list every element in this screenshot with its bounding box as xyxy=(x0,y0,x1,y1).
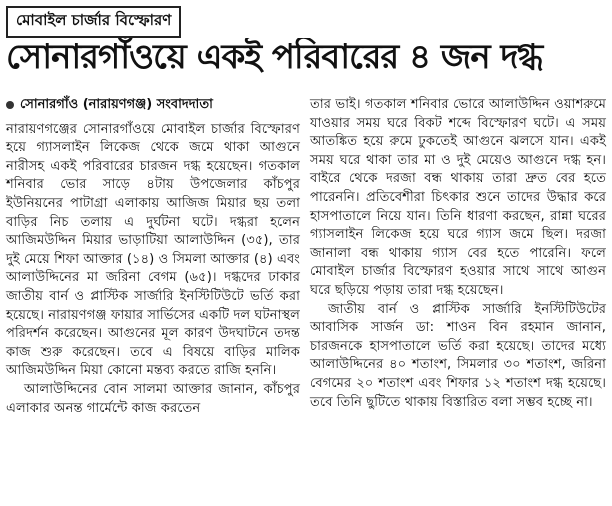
body-paragraph: নারায়ণগঞ্জের সোনারগাঁওয়ে মোবাইল চার্জার বিস্ফোরণ হয়ে গ্যাসলাইন লিকেজ থেকে জমে থাকা আগুনে নারীসহ একই পরিবারের চারজন দগ্ধ হয়েছেন। গতকাল শনিবার ভোর সাড়ে ৪টায় উপজেলার কাঁচপুর ইউনিয়নের পাটাগ্রা এলাকায় আজিজ মিয়ার ছয় তলা বাড়ির নিচ তলায় এ দুর্ঘটনা ঘটে। দগ্ধরা হলেন আজিমউদ্দিন মিয়ার ভাড়াটিয়া আলাউদ্দিন (৩৫), তার দুই মেয়ে শিফা আক্তার (১৪) ও সিমলা আক্তার (৪) এবং আলাউদ্দিনের মা জরিনা বেগম (৬৫)। দগ্ধদের ঢাকার জাতীয় বার্ন ও প্লাস্টিক সার্জারি ইনস্টিটিউটে ভর্তি করা হয়েছে। নারায়ণগঞ্জ ফায়ার সার্ভিসের একটি দল ঘটনাস্থল পরিদর্শন করেছেন। আগুনের মূল কারণ উদঘাটনে তদন্ত কাজ শুরু করেছেন। তবে এ বিষয়ে বাড়ির মালিক আজিমউদ্দিন মিয়া কোনো মন্তব্য করতে রাজি হননি। xyxy=(6,121,300,379)
body-paragraph: আলাউদ্দিনের বোন সালমা আক্তার জানান, কাঁচপুর এলাকার অনন্ত গার্মেন্টে কাজ করতেন xyxy=(6,381,300,416)
article-column-left xyxy=(6,96,300,418)
kicker-label: মোবাইল চার্জার বিস্ফোরণ xyxy=(6,6,181,38)
headline: সোনারগাঁওয়ে একই পরিবারের ৪ জন দগ্ধ xyxy=(6,38,543,76)
article-column-right xyxy=(310,96,606,412)
body-paragraph: তার ভাই। গতকাল শনিবার ভোরে আলাউদ্দিন ওয়াশরুমে যাওয়ার সময় ঘরে বিকট শব্দে বিস্ফোরণ ঘটে। এ সময় আতঙ্কিত হয়ে রুমে ঢুকতেই আগুনে ঝলসে যান। একই সময় ঘরে থাকা তার মা ও দুই মেয়েও আগুনে দগ্ধ হন। বাইরে থেকে দরজা বন্ধ থাকায় তারা দ্রুত বের হতে পারেননি। প্রতিবেশীরা চিৎকার শুনে তাদের উদ্ধার করে হাসপাতালে নিয়ে যান। তিনি ধারণা করছেন, রান্না ঘরের গ্যাসলাইন লিকেজ হয়ে ঘরে গ্যাস জমে ছিল। দরজা জানালা বন্ধ থাকায় গ্যাস বের হতে পারেনি। ফলে মোবাইল চার্জার বিস্ফোরণ হওয়ার সাথে সাথে আগুন ঘরে ছড়িয়ে পড়ায় তারা দগ্ধ হয়েছেন। xyxy=(310,97,606,298)
byline-row xyxy=(6,96,300,115)
bullet-icon xyxy=(6,101,14,109)
byline: সোনারগাঁও (নারায়ণগঞ্জ) সংবাদদাতা xyxy=(20,97,213,112)
body-paragraph: জাতীয় বার্ন ও প্লাস্টিক সার্জারি ইনস্টিটিউটের আবাসিক সার্জন ডা: শাওন বিন রহমান জানান, চারজনকে হাসপাতালে ভর্তি করা হয়েছে। তাদের মধ্যে আলাউদ্দিনের ৪০ শতাংশ, সিমলার ৩০ শতাংশ, জরিনা বেগমের ২০ শতাংশ এবং শিফার ১২ শতাংশ দগ্ধ হয়েছে। তবে তিনি ছুটিতে থাকায় বিস্তারিত বলা সম্ভব হচ্ছে না। xyxy=(310,301,606,410)
